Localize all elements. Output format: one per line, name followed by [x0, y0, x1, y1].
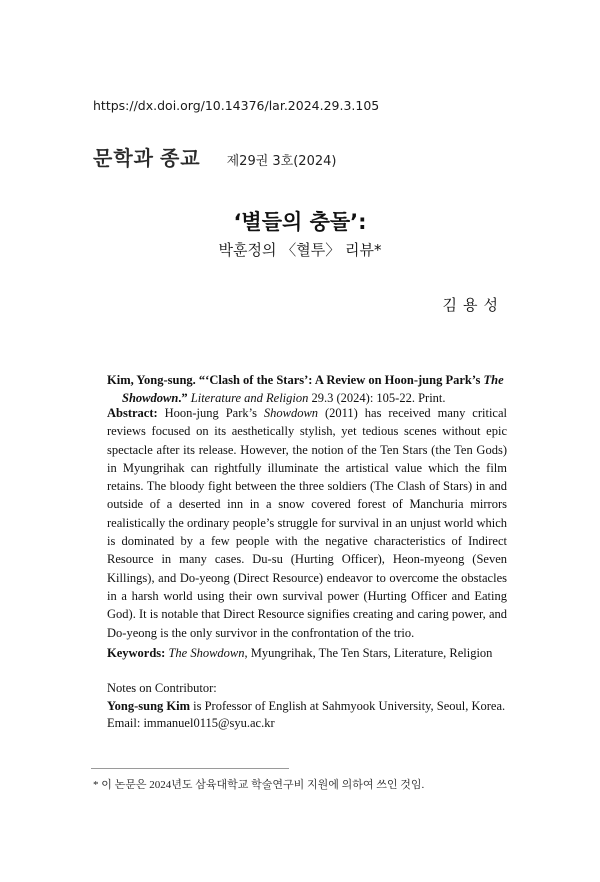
citation-details: 29.3 (2024): 105-22. Print.	[311, 391, 446, 405]
contributor-email[interactable]: Email: immanuel0115@syu.ac.kr	[107, 716, 275, 730]
keywords-rest: , Myungrihak, The Ten Stars, Literature, Religion	[244, 646, 493, 660]
doi-link[interactable]: https://dx.doi.org/10.14376/lar.2024.29.3.105	[93, 98, 380, 113]
contributor-name: Yong-sung Kim	[107, 698, 191, 713]
footnote: * 이 논문은 2024년도 삼육대학교 학술연구비 지원에 의하여 쓰인 것임.	[93, 779, 425, 791]
abstract-label: Abstract:	[107, 406, 158, 420]
footnote-divider	[91, 768, 289, 769]
contributor-bio: is Professor of English at Sahmyook University, Seoul, Korea.	[193, 698, 506, 713]
citation-title-italic-2: Showdown	[122, 391, 179, 405]
keywords-label: Keywords:	[107, 646, 166, 660]
article-author: 김용성	[442, 296, 504, 314]
journal-issue: 제29권 3호(2024)	[226, 154, 337, 169]
contributor-notes	[107, 680, 507, 733]
keyword-first: The Showdown	[168, 646, 245, 660]
notes-bio-line	[107, 698, 507, 716]
keywords	[107, 644, 507, 662]
article-title: ‘별들의 충돌’:	[233, 210, 367, 234]
citation-title-end: .”	[178, 391, 188, 405]
citation-title-start: “‘Clash of the Stars’: A Review on Hoon-jung Park’s	[198, 373, 481, 387]
abstract-film-title: Showdown	[263, 406, 319, 420]
citation-title-italic-1: The	[483, 373, 504, 387]
abstract-lead: Hoon-jung Park’s	[164, 406, 257, 420]
citation	[107, 371, 507, 407]
citation-journal: Literature and Religion	[190, 391, 309, 405]
abstract	[107, 404, 507, 642]
journal-header	[93, 142, 336, 171]
abstract-body: (2011) has received many critical reviews focused on its aesthetically stylish, yet tedious scenes without epic spectacle after its release. However, the notion of the Ten Stars (the Ten Gods) in Myungrihak can rightfully illuminate the artistical value which the film retains. The bloody fight between the three soldiers (The Clash of Stars) in and outside of a deserted inn in a snow covered forest of Manchuria mirrors realistically the ordinary people’s struggle for survival in an unjust world which is dominated by a few people with the negative characteristics of Indirect Resource in many cases. Du-su (Hurting Officer), Heon-myeong (Seven Killings), and Do-yeong (Direct Resource) endeavor to overcome the obstacles in a harsh world using their own survival power (Hurting Officer and Eating God). It is notable that Direct Resource signifies creating and caring power, and Do-yeong is the only survivor in the confrontation of the trio.	[107, 406, 507, 640]
citation-author: Kim, Yong-sung.	[107, 373, 196, 387]
article-subtitle: 박훈정의 〈혈투〉 리뷰*	[218, 241, 382, 259]
notes-heading: Notes on Contributor:	[107, 681, 217, 695]
journal-name: 문학과 종교	[93, 148, 201, 170]
